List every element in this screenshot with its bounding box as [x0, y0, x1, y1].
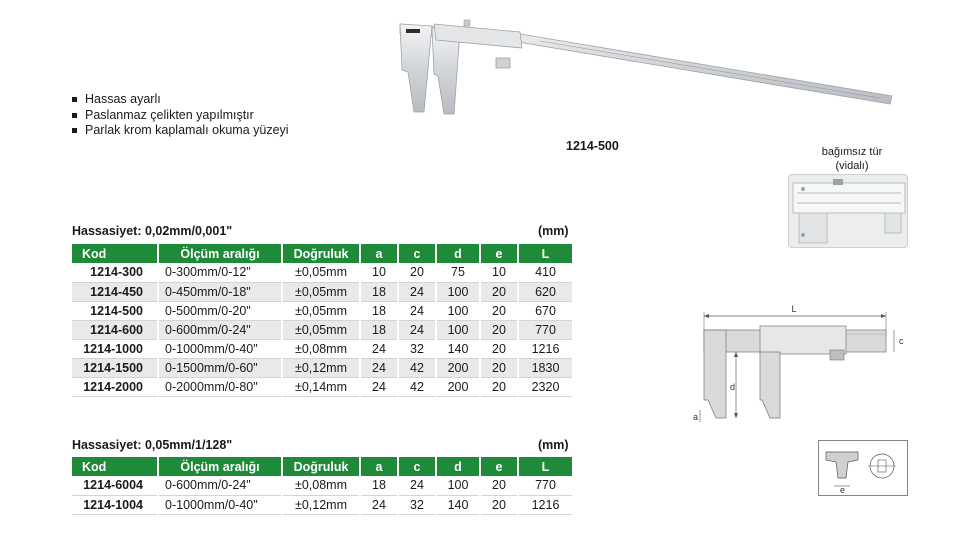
feature-item: Hassas ayarlı — [72, 92, 289, 108]
cell-e: 20 — [480, 476, 518, 495]
col-header-d: d — [436, 244, 480, 263]
cell-d: 200 — [436, 358, 480, 377]
cell-e: 20 — [480, 358, 518, 377]
col-header-e: e — [480, 244, 518, 263]
cell-range: 0-500mm/0-20" — [158, 301, 282, 320]
cell-code: 1214-6004 — [72, 476, 158, 495]
cell-l: 1216 — [518, 339, 572, 358]
cell-range: 0-300mm/0-12" — [158, 263, 282, 282]
col-header-l: L — [518, 244, 572, 263]
cell-e: 20 — [480, 320, 518, 339]
cell-l: 770 — [518, 320, 572, 339]
cell-c: 24 — [398, 476, 436, 495]
table-header-row — [72, 244, 572, 263]
cell-code: 1214-300 — [72, 263, 158, 282]
cell-l: 620 — [518, 282, 572, 301]
cell-d: 100 — [436, 301, 480, 320]
cell-a: 18 — [360, 301, 398, 320]
cell-c: 24 — [398, 320, 436, 339]
table-row — [72, 495, 572, 514]
bullet-icon — [72, 128, 77, 133]
cell-accuracy: ±0,08mm — [282, 476, 360, 495]
cell-e: 20 — [480, 301, 518, 320]
table-1-title: Hassasiyet: 0,02mm/0,001" — [72, 224, 233, 238]
model-caption: 1214-500 — [566, 139, 619, 153]
cell-e: 20 — [480, 339, 518, 358]
table-row — [72, 377, 572, 396]
cell-range: 0-600mm/0-24" — [158, 320, 282, 339]
cell-e: 20 — [480, 495, 518, 514]
cell-code: 1214-1500 — [72, 358, 158, 377]
col-header-code: Kod — [72, 244, 158, 263]
col-header-c: c — [398, 457, 436, 476]
cell-a: 24 — [360, 377, 398, 396]
cell-c: 32 — [398, 339, 436, 358]
table-row — [72, 358, 572, 377]
label-a: a — [693, 412, 699, 422]
cell-accuracy: ±0,05mm — [282, 282, 360, 301]
feature-item: Paslanmaz çelikten yapılmıştır — [72, 108, 289, 124]
table-2-title: Hassasiyet: 0,05mm/1/128" — [72, 438, 233, 452]
cell-d: 75 — [436, 263, 480, 282]
variant-detail-image — [789, 175, 908, 248]
table-row — [72, 339, 572, 358]
cell-a: 24 — [360, 495, 398, 514]
cell-c: 24 — [398, 282, 436, 301]
col-header-code: Kod — [72, 457, 158, 476]
table-header-row — [72, 457, 572, 476]
cell-accuracy: ±0,05mm — [282, 301, 360, 320]
variant-photo — [788, 174, 908, 248]
cell-accuracy: ±0,12mm — [282, 495, 360, 514]
label-l: L — [791, 304, 797, 314]
col-header-a: a — [360, 457, 398, 476]
cell-c: 42 — [398, 358, 436, 377]
cell-range: 0-450mm/0-18" — [158, 282, 282, 301]
cell-range: 0-1500mm/0-60" — [158, 358, 282, 377]
variant-label: bağımsız tür (vidalı) — [821, 146, 883, 172]
feature-list — [72, 92, 289, 139]
spec-table-1 — [72, 244, 572, 397]
col-header-l: L — [518, 457, 572, 476]
bullet-icon — [72, 97, 77, 102]
cell-l: 1216 — [518, 495, 572, 514]
table-row — [72, 282, 572, 301]
cell-d: 200 — [436, 377, 480, 396]
cell-l: 1830 — [518, 358, 572, 377]
label-c: c — [899, 336, 904, 346]
cell-range: 0-1000mm/0-40" — [158, 495, 282, 514]
jaw-profile-drawing — [818, 440, 908, 496]
cell-d: 100 — [436, 476, 480, 495]
cell-l: 670 — [518, 301, 572, 320]
cell-a: 18 — [360, 476, 398, 495]
spec-table-2 — [72, 457, 572, 515]
col-header-range: Ölçüm aralığı — [158, 244, 282, 263]
cell-accuracy: ±0,08mm — [282, 339, 360, 358]
cell-a: 18 — [360, 320, 398, 339]
cell-c: 24 — [398, 301, 436, 320]
cell-code: 1214-600 — [72, 320, 158, 339]
dimension-drawing — [690, 300, 910, 430]
cell-code: 1214-450 — [72, 282, 158, 301]
cell-range: 0-600mm/0-24" — [158, 476, 282, 495]
cell-e: 10 — [480, 263, 518, 282]
cell-d: 140 — [436, 339, 480, 358]
cell-range: 0-2000mm/0-80" — [158, 377, 282, 396]
cell-a: 24 — [360, 358, 398, 377]
caliper-photo — [380, 12, 900, 122]
cell-e: 20 — [480, 282, 518, 301]
table-row — [72, 320, 572, 339]
cell-e: 20 — [480, 377, 518, 396]
col-header-a: a — [360, 244, 398, 263]
cell-code: 1214-1000 — [72, 339, 158, 358]
col-header-d: d — [436, 457, 480, 476]
feature-item: Parlak krom kaplamalı okuma yüzeyi — [72, 123, 289, 139]
cell-range: 0-1000mm/0-40" — [158, 339, 282, 358]
cell-l: 410 — [518, 263, 572, 282]
table-row — [72, 301, 572, 320]
cell-code: 1214-500 — [72, 301, 158, 320]
table-1-unit: (mm) — [538, 224, 569, 238]
cell-accuracy: ±0,05mm — [282, 320, 360, 339]
cell-d: 100 — [436, 320, 480, 339]
cell-l: 770 — [518, 476, 572, 495]
col-header-range: Ölçüm aralığı — [158, 457, 282, 476]
table-row — [72, 263, 572, 282]
col-header-accuracy: Doğruluk — [282, 244, 360, 263]
col-header-e: e — [480, 457, 518, 476]
bullet-icon — [72, 113, 77, 118]
cell-a: 24 — [360, 339, 398, 358]
label-d: d — [730, 382, 736, 392]
cell-code: 1214-1004 — [72, 495, 158, 514]
cell-c: 20 — [398, 263, 436, 282]
col-header-accuracy: Doğruluk — [282, 457, 360, 476]
table-2-unit: (mm) — [538, 438, 569, 452]
cell-accuracy: ±0,12mm — [282, 358, 360, 377]
cell-l: 2320 — [518, 377, 572, 396]
cell-c: 32 — [398, 495, 436, 514]
label-e: e — [840, 485, 846, 495]
cell-a: 10 — [360, 263, 398, 282]
col-header-c: c — [398, 244, 436, 263]
cell-d: 140 — [436, 495, 480, 514]
cell-accuracy: ±0,14mm — [282, 377, 360, 396]
cell-accuracy: ±0,05mm — [282, 263, 360, 282]
cell-c: 42 — [398, 377, 436, 396]
table-row — [72, 476, 572, 495]
cell-code: 1214-2000 — [72, 377, 158, 396]
cell-a: 18 — [360, 282, 398, 301]
cell-d: 100 — [436, 282, 480, 301]
